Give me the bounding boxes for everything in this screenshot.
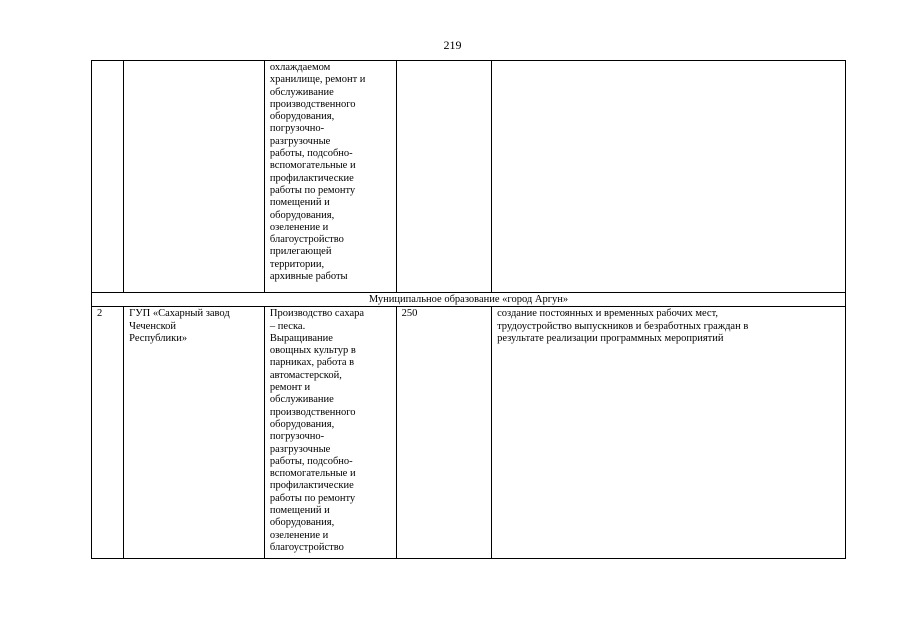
activities-line: охлаждаемом bbox=[269, 62, 331, 73]
activities-line: производственного bbox=[269, 406, 356, 418]
activities-line: помещений и bbox=[269, 505, 330, 517]
activities-line: профилактические bbox=[269, 480, 354, 492]
cell-number: 2 bbox=[92, 307, 124, 559]
activities-line: Производство сахара bbox=[269, 308, 365, 320]
organization-line: ГУП «Сахарный завод bbox=[129, 308, 230, 320]
activities-line: разгрузочные bbox=[269, 443, 331, 455]
cell-activities bbox=[264, 307, 396, 559]
activities-line: работы, подсобно- bbox=[269, 455, 353, 467]
goals-line: результате реализации программных мероприятий bbox=[497, 332, 724, 344]
activities-line: помещений и bbox=[269, 197, 330, 209]
organization-line: Чеченской bbox=[129, 320, 177, 332]
activities-line: автомастерской, bbox=[269, 369, 342, 381]
activities-line: Выращивание bbox=[269, 332, 333, 344]
goals-line: трудоустройство выпускников и безработных граждан в bbox=[497, 320, 749, 332]
section-header-row bbox=[92, 293, 846, 307]
section-title: Муниципальное образование «город Аргун» bbox=[92, 293, 846, 307]
program-table bbox=[91, 60, 846, 559]
goals-line: создание постоянных и временных рабочих мест, bbox=[497, 308, 719, 320]
cell-jobs: 250 bbox=[396, 307, 492, 559]
activities-line: оборудования, bbox=[269, 517, 335, 529]
activities-line: вспомогательные и bbox=[269, 160, 356, 172]
activities-line: обслуживание bbox=[269, 394, 334, 406]
cell-goals bbox=[492, 307, 846, 559]
activities-line: архивные работы bbox=[269, 271, 348, 283]
activities-line: благоустройство bbox=[269, 541, 344, 553]
activities-line: оборудования, bbox=[269, 418, 335, 430]
activities-line: работы по ремонту bbox=[269, 184, 356, 196]
activities-line: профилактические bbox=[269, 172, 354, 184]
cell-activities bbox=[264, 61, 396, 293]
activities-line: погрузочно- bbox=[269, 431, 325, 443]
activities-line: оборудования, bbox=[269, 111, 335, 123]
cell-organization bbox=[124, 307, 265, 559]
activities-line: овощных культур в bbox=[269, 345, 356, 357]
activities-line: работы по ремонту bbox=[269, 492, 356, 504]
activities-line: территории, bbox=[269, 258, 325, 270]
table-row-organization bbox=[92, 307, 846, 559]
organization-line: Республики» bbox=[129, 332, 188, 344]
page-number: 219 bbox=[443, 38, 462, 52]
activities-line: озеленение и bbox=[269, 221, 329, 233]
cell-organization bbox=[124, 61, 265, 293]
activities-line: обслуживание bbox=[269, 86, 334, 98]
cell-goals bbox=[492, 61, 846, 293]
activities-line: погрузочно- bbox=[269, 123, 325, 135]
activities-line: озеленение и bbox=[269, 529, 329, 541]
cell-jobs bbox=[396, 61, 492, 293]
activities-line: – песка. bbox=[269, 320, 306, 332]
activities-line: прилегающей bbox=[269, 246, 332, 258]
activities-line: вспомогательные и bbox=[269, 468, 356, 480]
cell-number bbox=[92, 61, 124, 293]
activities-line: работы, подсобно- bbox=[269, 148, 353, 160]
activities-line: разгрузочные bbox=[269, 135, 331, 147]
activities-line: производственного bbox=[269, 98, 356, 110]
activities-line: парниках, работа в bbox=[269, 357, 355, 369]
activities-line: благоустройство bbox=[269, 234, 344, 246]
activities-line: хранилище, ремонт и bbox=[269, 74, 366, 86]
table-row-continuation bbox=[92, 61, 846, 293]
activities-line: ремонт и bbox=[269, 382, 311, 394]
activities-line: оборудования, bbox=[269, 209, 335, 221]
